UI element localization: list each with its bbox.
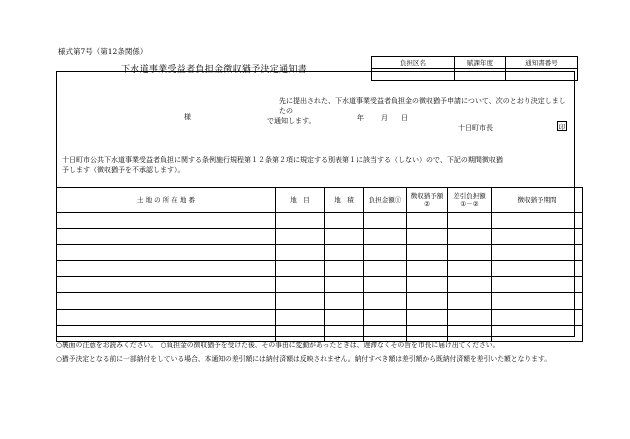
table-cell [448,277,492,293]
table-cell [57,277,276,293]
table-cell [407,261,448,277]
table-row [57,261,583,277]
table-cell [57,229,276,245]
deferral-table [56,187,583,342]
header-label-notice-number: 通知書番号 [506,57,578,69]
col-header-area: 地 積 [325,188,364,213]
notice-body [267,96,569,126]
table-cell [448,309,492,325]
table-cell [492,213,583,229]
notice-body-line2: で通知します。 [267,117,316,125]
date-month-label: 月 [381,114,388,122]
header-label-district: 負担区名 [372,57,455,69]
col-header-deferred-amount: 徴収猶予額 ② [407,188,448,213]
table-cell [57,213,276,229]
table-cell [448,293,492,309]
table-cell [492,277,583,293]
table-cell [276,213,325,229]
table-row [57,229,583,245]
table-cell [448,245,492,261]
table-cell [448,325,492,341]
table-row [57,245,583,261]
table-cell [492,229,583,245]
table-cell [276,261,325,277]
table-header-row [57,188,583,213]
addressee-suffix: 様 [184,113,191,121]
table-cell [325,293,364,309]
table-cell [492,309,583,325]
col-header-location: 土 地 の 所 在 地 番 [57,188,276,213]
table-cell [57,309,276,325]
table-cell [325,325,364,341]
form-number: 様式第7号（第12条関係） [58,47,148,56]
table-cell [276,293,325,309]
document-title: 下水道事業受益者負担金徴収猶予決定通知書 [121,65,308,75]
table-cell [364,261,407,277]
table-cell [407,277,448,293]
table-cell [492,293,583,309]
table-cell [492,245,583,261]
table-row [57,213,583,229]
decision-reason [62,155,532,175]
table-cell [407,213,448,229]
table-cell [407,293,448,309]
col-header-net-charge: 差引負担額 ①－② [448,188,492,213]
table-cell [492,261,583,277]
table-cell [57,261,276,277]
table-cell [276,229,325,245]
table-row [57,309,583,325]
decision-reason-line1: 十日町市公共下水道事業受益者負担に関する条例施行規程第１２条第２項に規定する別表第１に該当する（しない）ので、下記の期間徴収猶 [62,156,503,164]
table-row [57,293,583,309]
date-day-label: 日 [401,114,408,122]
table-cell [364,229,407,245]
header-label-year: 賦課年度 [455,57,506,69]
col-header-land-category: 地 目 [276,188,325,213]
table-cell [325,229,364,245]
table-cell [57,293,276,309]
table-cell [407,309,448,325]
table-cell [364,325,407,341]
date-year-label: 年 [357,114,364,122]
note-line2: ○猶予決定となる前に一部納付をしている場合、本通知の差引額には納付済額は反映されません。納付すべき額は差引額から既納付済額を差引いた額となります。 [56,355,552,363]
table-cell [57,245,276,261]
table-cell [57,325,276,341]
col-header-deferral-period: 徴収猶予期間 [492,188,583,213]
col-header-charge-amount: 負担金額① [364,188,407,213]
table-body [57,213,583,342]
table-cell [364,213,407,229]
table-cell [407,325,448,341]
notice-body-line1: 先に提出された、下水道事業受益者負担金の徴収猶予申請について、次のとおり決定しましたの [279,97,566,115]
table-cell [325,309,364,325]
table-cell [325,261,364,277]
table-cell [448,213,492,229]
table-row [57,325,583,341]
note-line1: ○裏面の注意をお読みください。 ○負担金の徴収猶予を受けた後、その事由に変動があったときは、遅滞なくその旨を市長に届け出てください。 [56,341,500,349]
issuer-name: 十日町市長 [458,124,493,132]
table-cell [364,277,407,293]
decision-reason-line2: 予します（徴収猶予を不承認します）。 [62,166,185,174]
table-cell [325,245,364,261]
table-cell [364,245,407,261]
table-cell [276,309,325,325]
table-cell [448,261,492,277]
table-row [57,277,583,293]
table-cell [448,229,492,245]
table-cell [276,325,325,341]
table-cell [364,293,407,309]
table-cell [276,245,325,261]
table-cell [325,277,364,293]
table-cell [364,309,407,325]
table-cell [407,229,448,245]
table-cell [407,245,448,261]
table-cell [276,277,325,293]
table-cell [325,213,364,229]
table-cell [492,325,583,341]
seal-mark: 印 [558,123,566,131]
